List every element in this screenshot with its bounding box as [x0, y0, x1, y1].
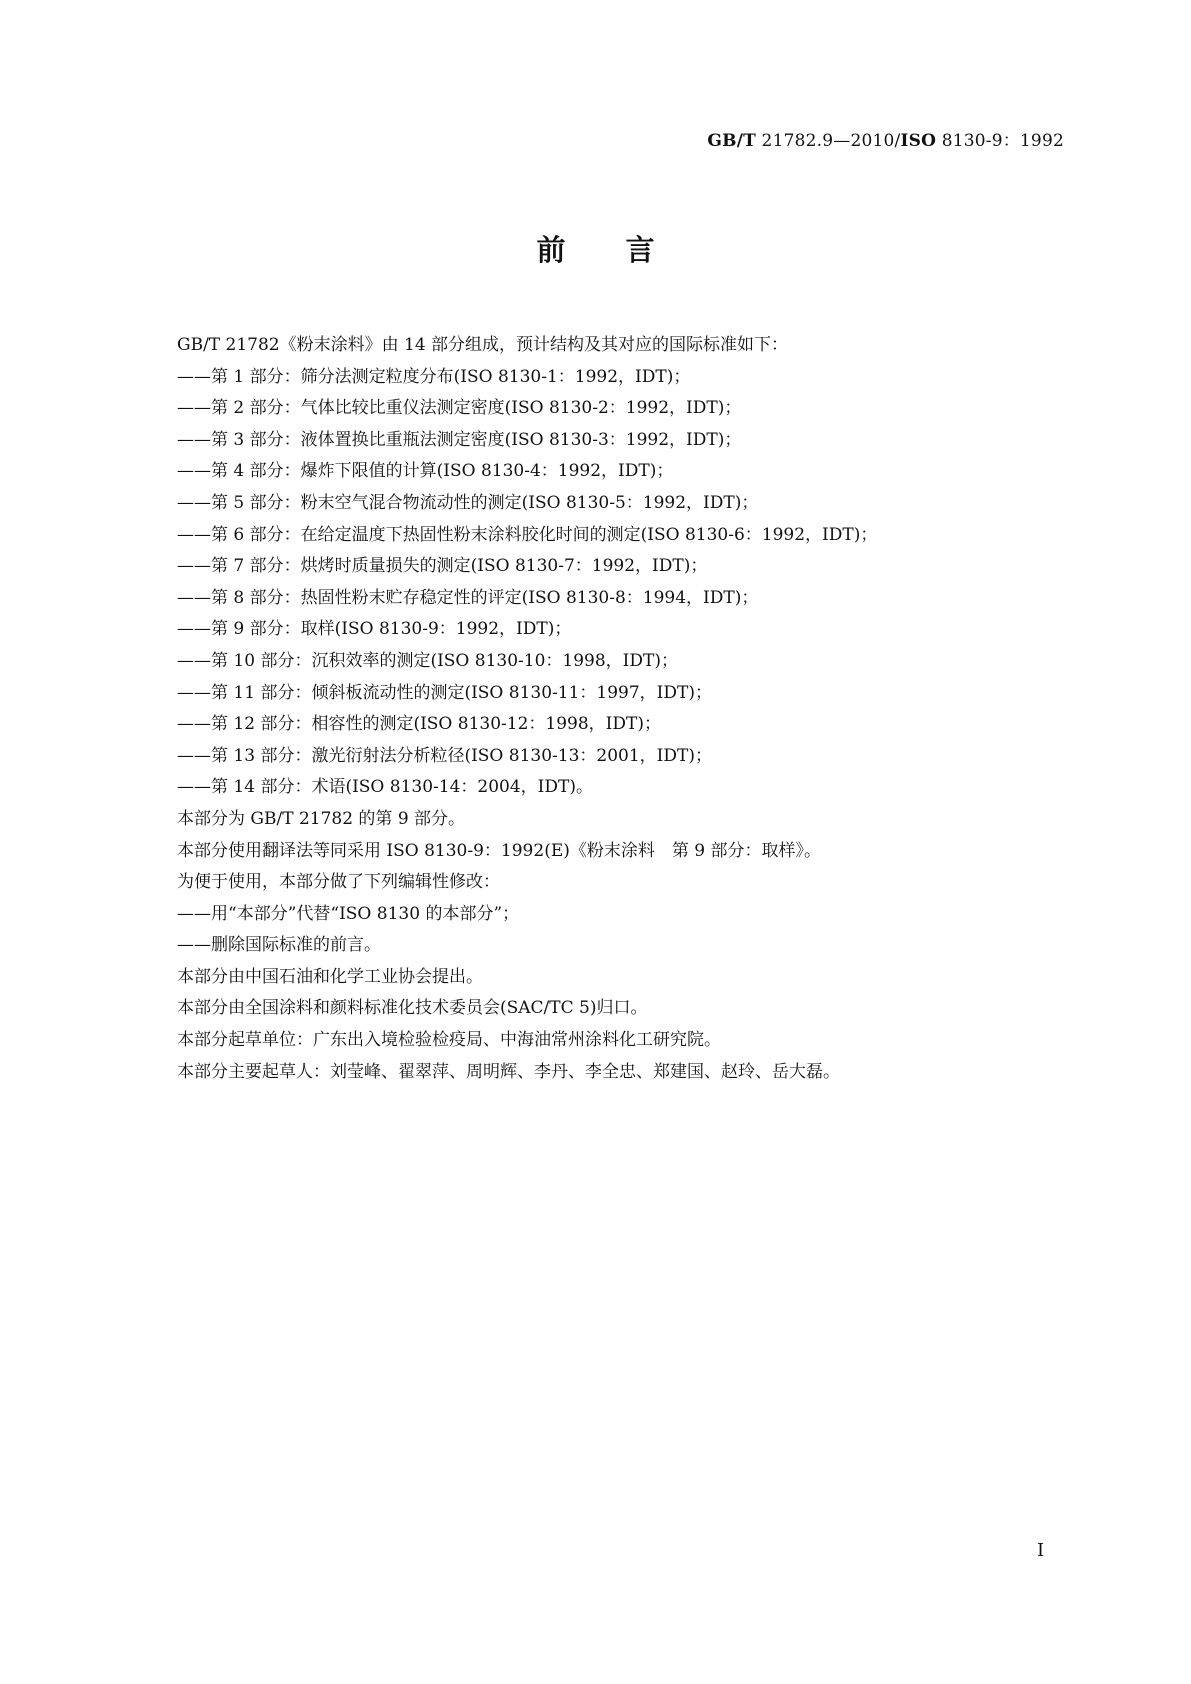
paragraph-line: 本部分主要起草人：刘莹峰、翟翠萍、周明辉、李丹、李全忠、郑建国、赵玲、岳大磊。: [177, 1061, 840, 1082]
list-item: ——第 10 部分：沉积效率的测定(ISO 8130-10：1998，IDT)；: [177, 650, 678, 671]
list-item: ——第 14 部分：术语(ISO 8130-14：2004，IDT)。: [177, 777, 593, 798]
paragraph-line: 本部分由中国石油和化学工业协会提出。: [177, 966, 483, 987]
list-item: ——第 1 部分：筛分法测定粒度分布(ISO 8130-1：1992，IDT)；: [177, 366, 691, 387]
page-number: I: [1037, 1540, 1045, 1561]
list-item: ——删除国际标准的前言。: [177, 935, 381, 956]
standard-code-header: [707, 126, 1064, 151]
list-item: ——第 4 部分：爆炸下限值的计算(ISO 8130-4：1992，IDT)；: [177, 461, 674, 482]
list-item: ——第 7 部分：烘烤时质量损失的测定(ISO 8130-7：1992，IDT)；: [177, 556, 708, 577]
paragraph-line: 本部分起草单位：广东出入境检验检疫局、中海油常州涂料化工研究院。: [177, 1030, 721, 1051]
std-code-number: 21782.9—2010/: [755, 131, 901, 151]
list-item: ——第 13 部分：激光衍射法分析粒径(ISO 8130-13：2001，IDT)；: [177, 745, 712, 766]
paragraph-line: 本部分由全国涂料和颜料标准化技术委员会(SAC/TC 5)归口。: [177, 998, 648, 1019]
list-item: ——第 9 部分：取样(ISO 8130-9：1992，IDT)；: [177, 619, 572, 640]
paragraph-line: GB/T 21782《粉末涂料》由 14 部分组成，预计结构及其对应的国际标准如下：: [177, 335, 789, 355]
paragraph-line: 本部分使用翻译法等同采用 ISO 8130-9：1992(E)《粉末涂料 第 9 部分：取样》。: [177, 840, 821, 861]
list-item: ——第 11 部分：倾斜板流动性的测定(ISO 8130-11：1997，IDT)；: [177, 682, 712, 703]
list-item: ——第 5 部分：粉末空气混合物流动性的测定(ISO 8130-5：1992，IDT)；: [177, 492, 759, 513]
std-code-iso: ISO: [900, 131, 937, 151]
std-code-prefix: GB/T: [707, 131, 756, 151]
paragraph-line: 本部分为 GB/T 21782 的第 9 部分。: [177, 808, 466, 829]
foreword-body: [177, 330, 1077, 1088]
page-title: 前言: [536, 233, 715, 267]
std-code-iso-number: 8130-9：1992: [936, 131, 1064, 151]
list-item: ——第 8 部分：热固性粉末贮存稳定性的评定(ISO 8130-8：1994，IDT)；: [177, 587, 759, 608]
list-item: ——用“本部分”代替“ISO 8130 的本部分”；: [177, 903, 520, 924]
list-item: ——第 6 部分：在给定温度下热固性粉末涂料胶化时间的测定(ISO 8130-6：1992，IDT)；: [177, 524, 878, 545]
list-item: ——第 3 部分：液体置换比重瓶法测定密度(ISO 8130-3：1992，IDT)；: [177, 429, 742, 450]
list-item: ——第 2 部分：气体比较比重仪法测定密度(ISO 8130-2：1992，IDT)；: [177, 398, 742, 419]
list-item: ——第 12 部分：相容性的测定(ISO 8130-12：1998，IDT)；: [177, 714, 661, 735]
paragraph-line: 为便于使用，本部分做了下列编辑性修改：: [177, 872, 500, 893]
